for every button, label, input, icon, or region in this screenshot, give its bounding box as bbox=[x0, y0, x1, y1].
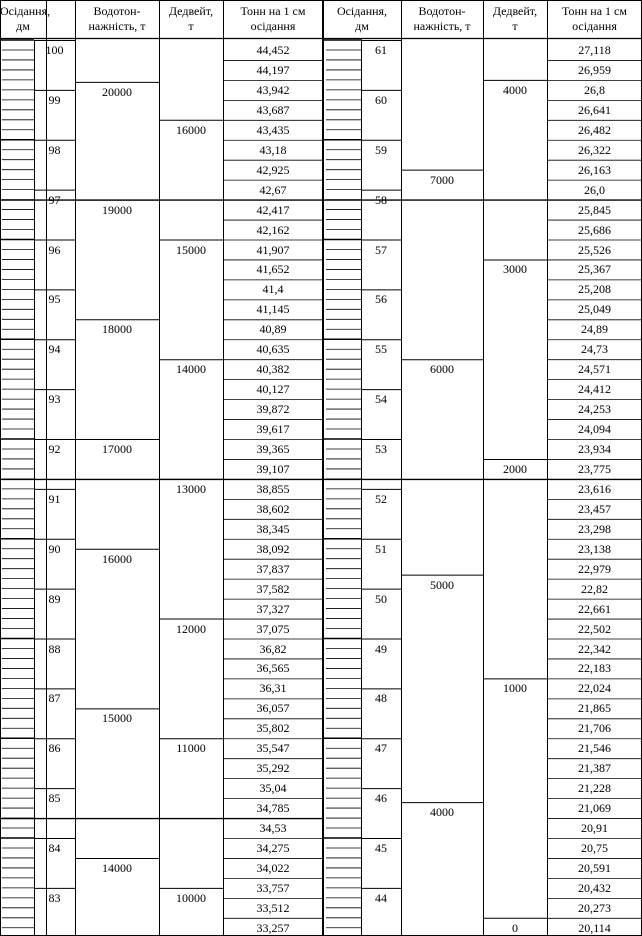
tpc-value-right: 24,412 bbox=[578, 382, 611, 397]
draft-label-left: 96 bbox=[48, 242, 61, 257]
tpc-value-right: 20,91 bbox=[581, 821, 608, 836]
tpc-value-right: 20,591 bbox=[578, 860, 611, 875]
tpc-value-left: 39,617 bbox=[256, 422, 290, 437]
tpc-value-left: 36,565 bbox=[256, 661, 290, 676]
tpc-value-left: 43,435 bbox=[256, 122, 290, 137]
draft-label-right: 56 bbox=[375, 292, 387, 307]
tpc-value-left: 41,652 bbox=[256, 262, 290, 277]
tpc-value-left: 44,197 bbox=[256, 62, 290, 77]
draft-label-right: 46 bbox=[375, 791, 387, 806]
tpc-value-right: 27,118 bbox=[578, 43, 611, 57]
tpc-value-left: 34,275 bbox=[256, 841, 290, 855]
displacement-mark-right: 7000 bbox=[430, 172, 454, 187]
draft-label-right: 52 bbox=[375, 491, 387, 506]
header-displacement-unit-left: нажність, т bbox=[88, 19, 146, 33]
tpc-value-left: 34,785 bbox=[256, 801, 290, 816]
displacement-mark-left: 15000 bbox=[102, 711, 132, 726]
tpc-value-left: 41,4 bbox=[262, 282, 284, 297]
deadweight-mark-right: 4000 bbox=[503, 82, 527, 97]
tpc-value-right: 22,979 bbox=[578, 561, 611, 576]
tpc-value-right: 21,706 bbox=[578, 721, 611, 736]
tpc-value-left: 38,855 bbox=[256, 481, 290, 496]
tpc-value-right: 23,298 bbox=[578, 521, 611, 536]
tpc-value-left: 40,89 bbox=[259, 322, 287, 337]
deadweight-mark-left: 15000 bbox=[176, 242, 206, 257]
displacement-mark-right: 4000 bbox=[430, 805, 454, 820]
header-draft-right: Осідання, bbox=[336, 4, 388, 18]
tpc-value-right: 25,049 bbox=[578, 302, 611, 317]
draft-label-right: 45 bbox=[375, 841, 387, 855]
tpc-value-left: 43,18 bbox=[259, 142, 287, 157]
header-draft-left: Осідання, bbox=[0, 4, 51, 18]
tpc-value-right: 20,432 bbox=[578, 880, 611, 895]
tpc-value-left: 35,292 bbox=[256, 761, 290, 776]
draft-label-right: 53 bbox=[375, 442, 387, 456]
draft-label-right: 49 bbox=[375, 641, 387, 656]
header-deadweight-right: Дедвейт, bbox=[492, 4, 538, 18]
tpc-value-right: 22,342 bbox=[578, 641, 611, 656]
tpc-value-right: 23,775 bbox=[578, 461, 611, 476]
draft-label-left: 83 bbox=[48, 890, 61, 905]
draft-label-left: 93 bbox=[48, 392, 61, 407]
header-tpc-unit-left: осідання bbox=[250, 19, 296, 33]
tpc-value-left: 37,837 bbox=[256, 561, 290, 576]
draft-label-left: 98 bbox=[48, 142, 61, 157]
tpc-value-right: 22,82 bbox=[581, 581, 608, 596]
draft-label-left: 87 bbox=[48, 691, 61, 706]
tpc-value-left: 35,04 bbox=[259, 781, 287, 796]
displacement-mark-right: 6000 bbox=[430, 362, 454, 377]
tpc-value-right: 25,845 bbox=[578, 202, 611, 217]
tpc-value-right: 26,482 bbox=[578, 122, 611, 137]
tpc-value-left: 39,365 bbox=[256, 442, 290, 456]
tpc-value-right: 20,273 bbox=[578, 900, 611, 915]
deadweight-mark-left: 14000 bbox=[176, 362, 206, 377]
tpc-value-right: 26,163 bbox=[578, 162, 611, 177]
deadweight-mark-right: 2000 bbox=[503, 461, 527, 476]
displacement-mark-right: 5000 bbox=[430, 577, 454, 592]
header-displacement-unit-right: нажність, т bbox=[413, 19, 471, 33]
tpc-value-right: 25,208 bbox=[578, 282, 611, 297]
displacement-mark-left: 18000 bbox=[102, 322, 132, 337]
tpc-value-left: 41,907 bbox=[256, 242, 290, 257]
tpc-value-right: 26,0 bbox=[584, 182, 605, 197]
tpc-value-left: 42,417 bbox=[256, 202, 290, 217]
tpc-value-left: 44,452 bbox=[256, 43, 290, 57]
header-tpc-right: Тонн на 1 см bbox=[562, 4, 627, 18]
displacement-mark-left: 19000 bbox=[102, 202, 132, 217]
tpc-value-left: 42,162 bbox=[256, 222, 290, 237]
draft-label-left: 86 bbox=[48, 741, 61, 756]
draft-label-left: 89 bbox=[48, 591, 61, 606]
tpc-value-right: 23,138 bbox=[578, 541, 611, 556]
tpc-value-right: 20,114 bbox=[578, 920, 611, 935]
tpc-value-left: 36,057 bbox=[256, 701, 290, 716]
tpc-value-right: 26,322 bbox=[578, 142, 611, 157]
tpc-value-left: 39,872 bbox=[256, 402, 290, 417]
draft-label-left: 91 bbox=[48, 491, 61, 506]
deadweight-mark-left: 11000 bbox=[176, 741, 206, 756]
header-tpc-left: Тонн на 1 см bbox=[240, 4, 306, 18]
tpc-value-left: 42,925 bbox=[256, 162, 290, 177]
tpc-value-right: 22,502 bbox=[578, 621, 611, 636]
draft-label-right: 51 bbox=[375, 541, 387, 556]
tpc-value-right: 23,934 bbox=[578, 442, 611, 456]
tpc-value-left: 33,257 bbox=[256, 920, 290, 935]
header-displacement-right: Водотон- bbox=[418, 4, 466, 18]
tpc-value-left: 35,802 bbox=[256, 721, 290, 736]
draft-label-right: 50 bbox=[375, 591, 387, 606]
draft-label-right: 59 bbox=[375, 142, 387, 157]
tpc-value-left: 40,127 bbox=[256, 382, 290, 397]
draft-label-left: 95 bbox=[48, 292, 61, 307]
tpc-value-right: 21,387 bbox=[578, 761, 611, 776]
header-tpc-unit-right: осідання bbox=[572, 19, 617, 33]
tpc-value-left: 35,547 bbox=[256, 741, 290, 756]
deadweight-mark-left: 16000 bbox=[176, 122, 206, 137]
draft-label-right: 58 bbox=[375, 192, 387, 207]
displacement-mark-left: 17000 bbox=[102, 442, 132, 456]
tpc-value-left: 38,345 bbox=[256, 521, 290, 536]
draft-label-right: 44 bbox=[375, 890, 387, 905]
draft-label-right: 61 bbox=[375, 43, 387, 57]
tpc-value-right: 24,89 bbox=[581, 322, 608, 337]
tpc-value-right: 23,616 bbox=[578, 481, 611, 496]
tpc-value-right: 23,457 bbox=[578, 501, 611, 516]
draft-label-right: 55 bbox=[375, 342, 387, 357]
tpc-value-right: 22,024 bbox=[578, 681, 611, 696]
header-deadweight-unit-left: т bbox=[188, 19, 194, 33]
displacement-mark-left: 14000 bbox=[102, 860, 132, 875]
tpc-value-left: 33,512 bbox=[256, 900, 290, 915]
tpc-value-left: 34,53 bbox=[259, 821, 287, 836]
tpc-value-left: 33,757 bbox=[256, 880, 290, 895]
tpc-value-left: 40,382 bbox=[256, 362, 290, 377]
deadweight-mark-right: 0 bbox=[512, 920, 518, 935]
tpc-value-right: 20,75 bbox=[581, 841, 608, 855]
tpc-value-left: 36,31 bbox=[259, 681, 287, 696]
tpc-value-right: 25,686 bbox=[578, 222, 611, 237]
tpc-value-right: 22,661 bbox=[578, 601, 611, 616]
tpc-value-left: 39,107 bbox=[256, 461, 290, 476]
header-deadweight-unit-right: т bbox=[512, 19, 518, 33]
draft-label-right: 54 bbox=[375, 392, 387, 407]
tpc-value-right: 21,546 bbox=[578, 741, 611, 756]
tpc-value-right: 22,183 bbox=[578, 661, 611, 676]
deadweight-mark-right: 3000 bbox=[503, 262, 527, 277]
header-draft-unit-left: дм bbox=[16, 19, 30, 33]
draft-label-right: 47 bbox=[375, 741, 387, 756]
tpc-value-left: 37,582 bbox=[256, 581, 290, 596]
deadweight-mark-right: 1000 bbox=[503, 681, 527, 696]
tpc-value-right: 21,865 bbox=[578, 701, 611, 716]
draft-label-left: 97 bbox=[48, 192, 61, 207]
deadweight-mark-left: 12000 bbox=[176, 621, 206, 636]
tpc-value-left: 40,635 bbox=[256, 342, 290, 357]
displacement-mark-left: 20000 bbox=[102, 84, 132, 99]
header-deadweight-left: Дедвейт, bbox=[168, 4, 214, 18]
tpc-value-left: 38,092 bbox=[256, 541, 290, 556]
tpc-value-right: 26,959 bbox=[578, 62, 611, 77]
header-displacement-left: Водотон- bbox=[93, 4, 141, 18]
tpc-value-right: 21,228 bbox=[578, 781, 611, 796]
draft-label-right: 57 bbox=[375, 242, 387, 257]
tpc-value-right: 26,8 bbox=[584, 82, 605, 97]
draft-label-left: 88 bbox=[48, 641, 61, 656]
tpc-value-left: 43,942 bbox=[256, 82, 290, 97]
tpc-value-left: 43,687 bbox=[256, 102, 290, 117]
tpc-value-right: 24,73 bbox=[581, 342, 608, 357]
draft-label-left: 100 bbox=[45, 43, 64, 57]
tpc-value-left: 41,145 bbox=[256, 302, 290, 317]
tpc-value-right: 25,367 bbox=[578, 262, 611, 277]
deadweight-mark-left: 13000 bbox=[176, 481, 206, 496]
draft-label-left: 90 bbox=[48, 541, 61, 556]
deadweight-mark-left: 10000 bbox=[176, 890, 206, 905]
draft-label-right: 60 bbox=[375, 92, 387, 107]
draft-label-left: 94 bbox=[48, 342, 61, 357]
draft-label-left: 84 bbox=[48, 841, 61, 855]
draft-label-left: 99 bbox=[48, 92, 61, 107]
tpc-value-right: 24,094 bbox=[578, 422, 611, 437]
draft-label-left: 85 bbox=[48, 791, 61, 806]
tpc-value-right: 26,641 bbox=[578, 102, 611, 117]
header-draft-unit-right: дм bbox=[355, 19, 369, 33]
tpc-value-left: 42,67 bbox=[259, 182, 287, 197]
tpc-value-left: 36,82 bbox=[259, 641, 287, 656]
tpc-value-right: 24,253 bbox=[578, 402, 611, 417]
draft-label-right: 48 bbox=[375, 691, 387, 706]
tpc-value-left: 37,327 bbox=[256, 601, 290, 616]
tpc-value-right: 24,571 bbox=[578, 362, 611, 377]
tpc-value-left: 38,602 bbox=[256, 501, 290, 516]
tpc-value-right: 25,526 bbox=[578, 242, 611, 257]
tpc-value-left: 37,075 bbox=[256, 621, 290, 636]
displacement-mark-left: 16000 bbox=[102, 551, 132, 566]
tpc-value-right: 21,069 bbox=[578, 801, 611, 816]
draft-label-left: 92 bbox=[48, 442, 61, 456]
tpc-value-left: 34,022 bbox=[256, 860, 290, 875]
